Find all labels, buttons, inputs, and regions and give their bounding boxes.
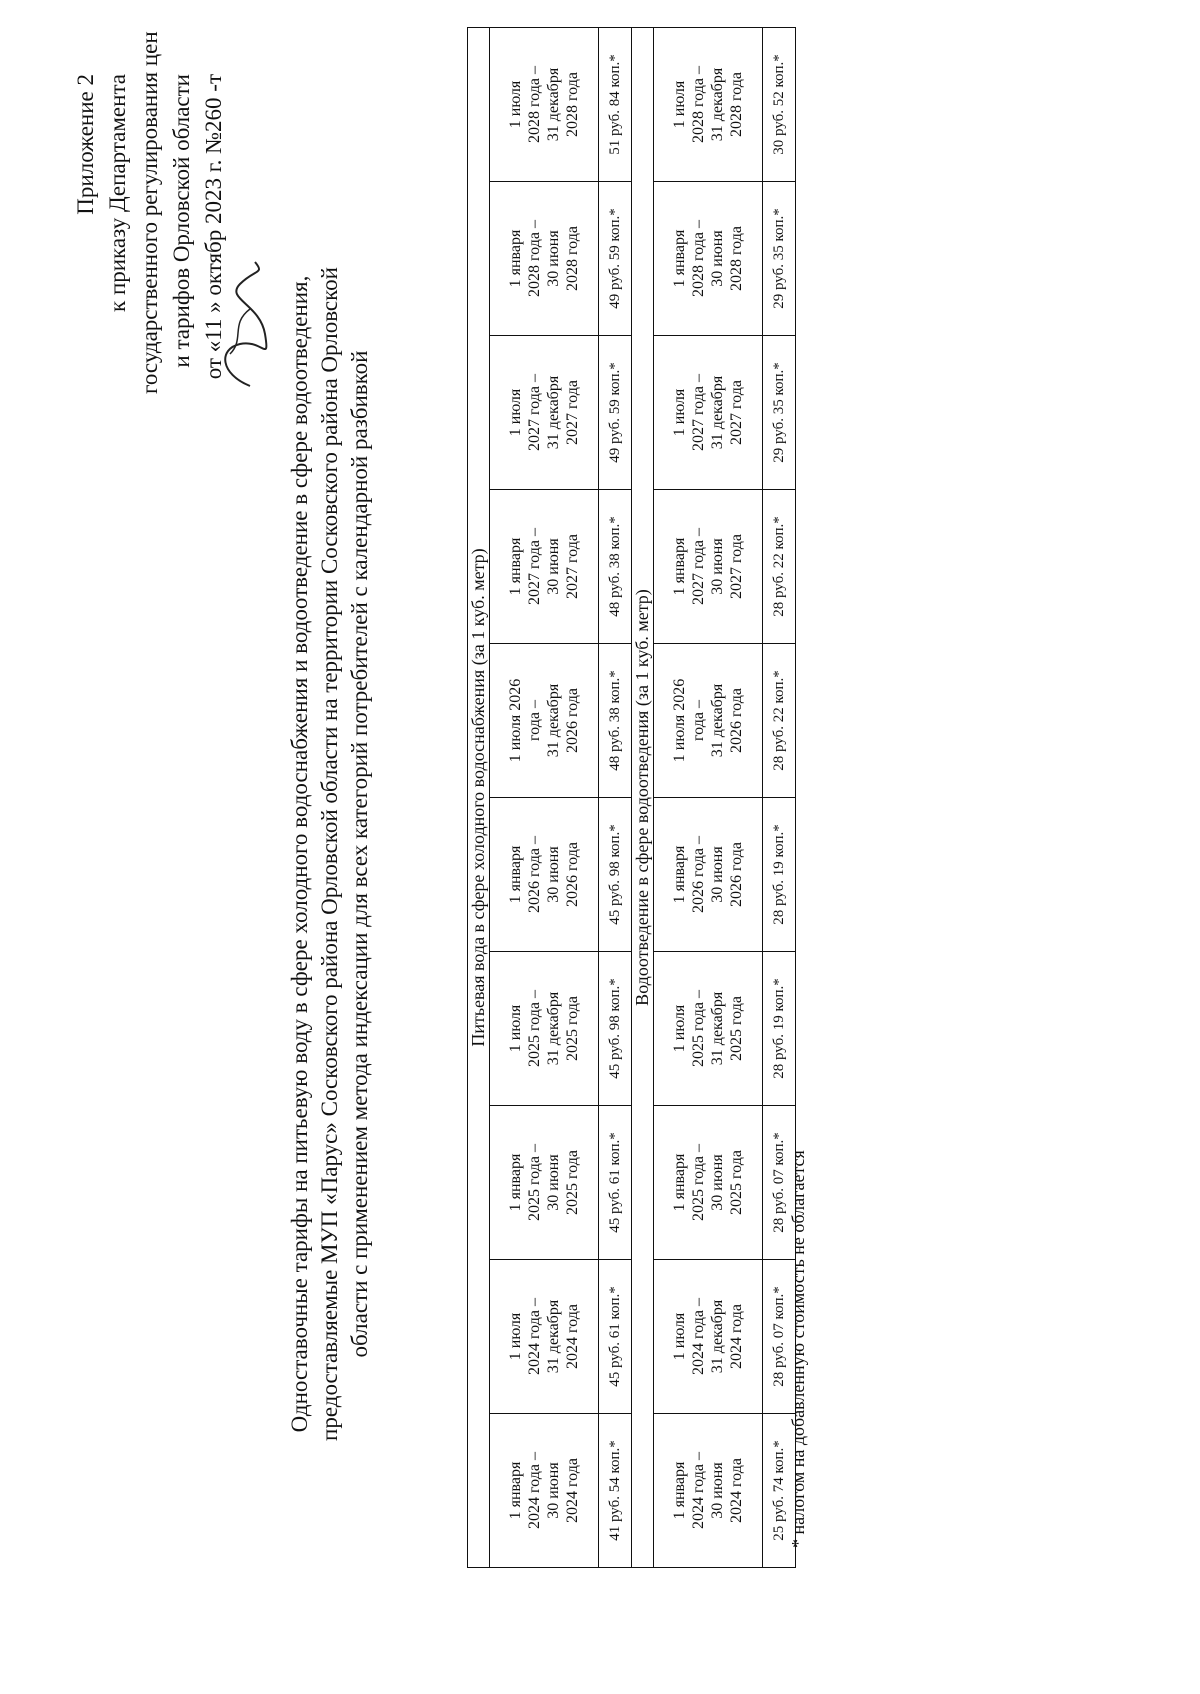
sewer-period-cell: 1 января 2026 года – 30 июня 2026 года — [654, 798, 763, 952]
tariff-table — [467, 27, 796, 1568]
water-price-cell: 45 руб. 98 коп.* — [599, 798, 632, 952]
sewer-period-cell: 1 июля 2024 года – 31 декабря 2024 года — [654, 1260, 763, 1414]
title-line-3: области с применением метода индексации для всех категорий потребителей с календарной разбивкой — [347, 350, 372, 1358]
sewer-period-cell: 1 января 2027 года – 30 июня 2027 года — [654, 490, 763, 644]
sewer-period-cell: 1 января 2024 года – 30 июня 2024 года — [654, 1414, 763, 1568]
sewer-price-cell: 28 руб. 19 коп.* — [763, 952, 796, 1106]
approval-line-2: к приказу Департамента — [105, 74, 130, 312]
approval-line-3: государственного регулирования цен — [137, 31, 162, 394]
sewer-period-cell: 1 июля 2027 года – 31 декабря 2027 года — [654, 336, 763, 490]
water-price-cell: 48 руб. 38 коп.* — [599, 490, 632, 644]
sewer-period-cell: 1 июля 2025 года – 31 декабря 2025 года — [654, 952, 763, 1106]
sewer-price-cell: 28 руб. 07 коп.* — [763, 1260, 796, 1414]
water-price-cell: 48 руб. 38 коп.* — [599, 644, 632, 798]
water-period-cell: 1 января 2028 года – 30 июня 2028 года — [490, 182, 599, 336]
sewer-price-cell: 28 руб. 19 коп.* — [763, 798, 796, 952]
sewer-price-cell: 28 руб. 22 коп.* — [763, 644, 796, 798]
approval-line-4: и тарифов Орловской области — [169, 74, 194, 368]
water-price-cell: 41 руб. 54 коп.* — [599, 1414, 632, 1568]
water-price-cell: 49 руб. 59 коп.* — [599, 182, 632, 336]
sewer-periods-row — [654, 28, 763, 1568]
sewer-header-row — [632, 28, 654, 1568]
approval-line-5: от «11 » октябр 2023 г. №260 -т — [201, 74, 226, 380]
water-period-cell: 1 июля 2027 года – 31 декабря 2027 года — [490, 336, 599, 490]
sewer-period-cell: 1 июля 2028 года – 31 декабря 2028 года — [654, 28, 763, 182]
handwritten-signature — [210, 254, 280, 394]
sewer-price-cell: 30 руб. 52 коп.* — [763, 28, 796, 182]
water-price-cell: 51 руб. 84 коп.* — [599, 28, 632, 182]
sewer-price-cell: 25 руб. 74 коп.* — [763, 1414, 796, 1568]
water-period-cell: 1 июля 2025 года – 31 декабря 2025 года — [490, 952, 599, 1106]
water-price-cell: 45 руб. 61 коп.* — [599, 1260, 632, 1414]
approval-stamp — [70, 31, 230, 394]
sewer-period-cell: 1 июля 2026 года – 31 декабря 2026 года — [654, 644, 763, 798]
water-period-cell: 1 июля 2028 года – 31 декабря 2028 года — [490, 28, 599, 182]
title-line-1: Одноставочные тарифы на питьевую воду в сфере холодного водоснабжения и водоотведение в сфере водоотведения, — [287, 275, 312, 1433]
water-price-cell: 45 руб. 98 коп.* — [599, 952, 632, 1106]
sewer-price-cell: 28 руб. 07 коп.* — [763, 1106, 796, 1260]
water-section-header: Питьевая вода в сфере холодного водоснабжения (за 1 куб. метр) — [468, 28, 490, 1568]
sewer-period-cell: 1 января 2025 года – 30 июня 2025 года — [654, 1106, 763, 1260]
water-period-cell: 1 января 2027 года – 30 июня 2027 года — [490, 490, 599, 644]
sewer-section-header: Водоотведение в сфере водоотведения (за 1 куб. метр) — [632, 28, 654, 1568]
water-period-cell: 1 января 2025 года – 30 июня 2025 года — [490, 1106, 599, 1260]
title-line-2: предоставляемые МУП «Парус» Сосковского района Орловской области на территории Сосковского района Орловской — [317, 267, 342, 1441]
document-title — [285, 174, 375, 1534]
water-period-cell: 1 января 2026 года – 30 июня 2026 года — [490, 798, 599, 952]
sewer-price-cell: 28 руб. 22 коп.* — [763, 490, 796, 644]
sewer-price-cell: 29 руб. 35 коп.* — [763, 182, 796, 336]
vat-footnote: * налогом на добавленную стоимость не облагается — [788, 1150, 808, 1548]
approval-line-1: Приложение 2 — [73, 74, 98, 215]
water-periods-row — [490, 28, 599, 1568]
water-period-cell: 1 июля 2024 года – 31 декабря 2024 года — [490, 1260, 599, 1414]
water-prices-row — [599, 28, 632, 1568]
water-price-cell: 49 руб. 59 коп.* — [599, 336, 632, 490]
sewer-price-cell: 29 руб. 35 коп.* — [763, 336, 796, 490]
sewer-period-cell: 1 января 2028 года – 30 июня 2028 года — [654, 182, 763, 336]
water-period-cell: 1 января 2024 года – 30 июня 2024 года — [490, 1414, 599, 1568]
water-period-cell: 1 июля 2026 года – 31 декабря 2026 года — [490, 644, 599, 798]
water-header-row — [468, 28, 490, 1568]
water-price-cell: 45 руб. 61 коп.* — [599, 1106, 632, 1260]
